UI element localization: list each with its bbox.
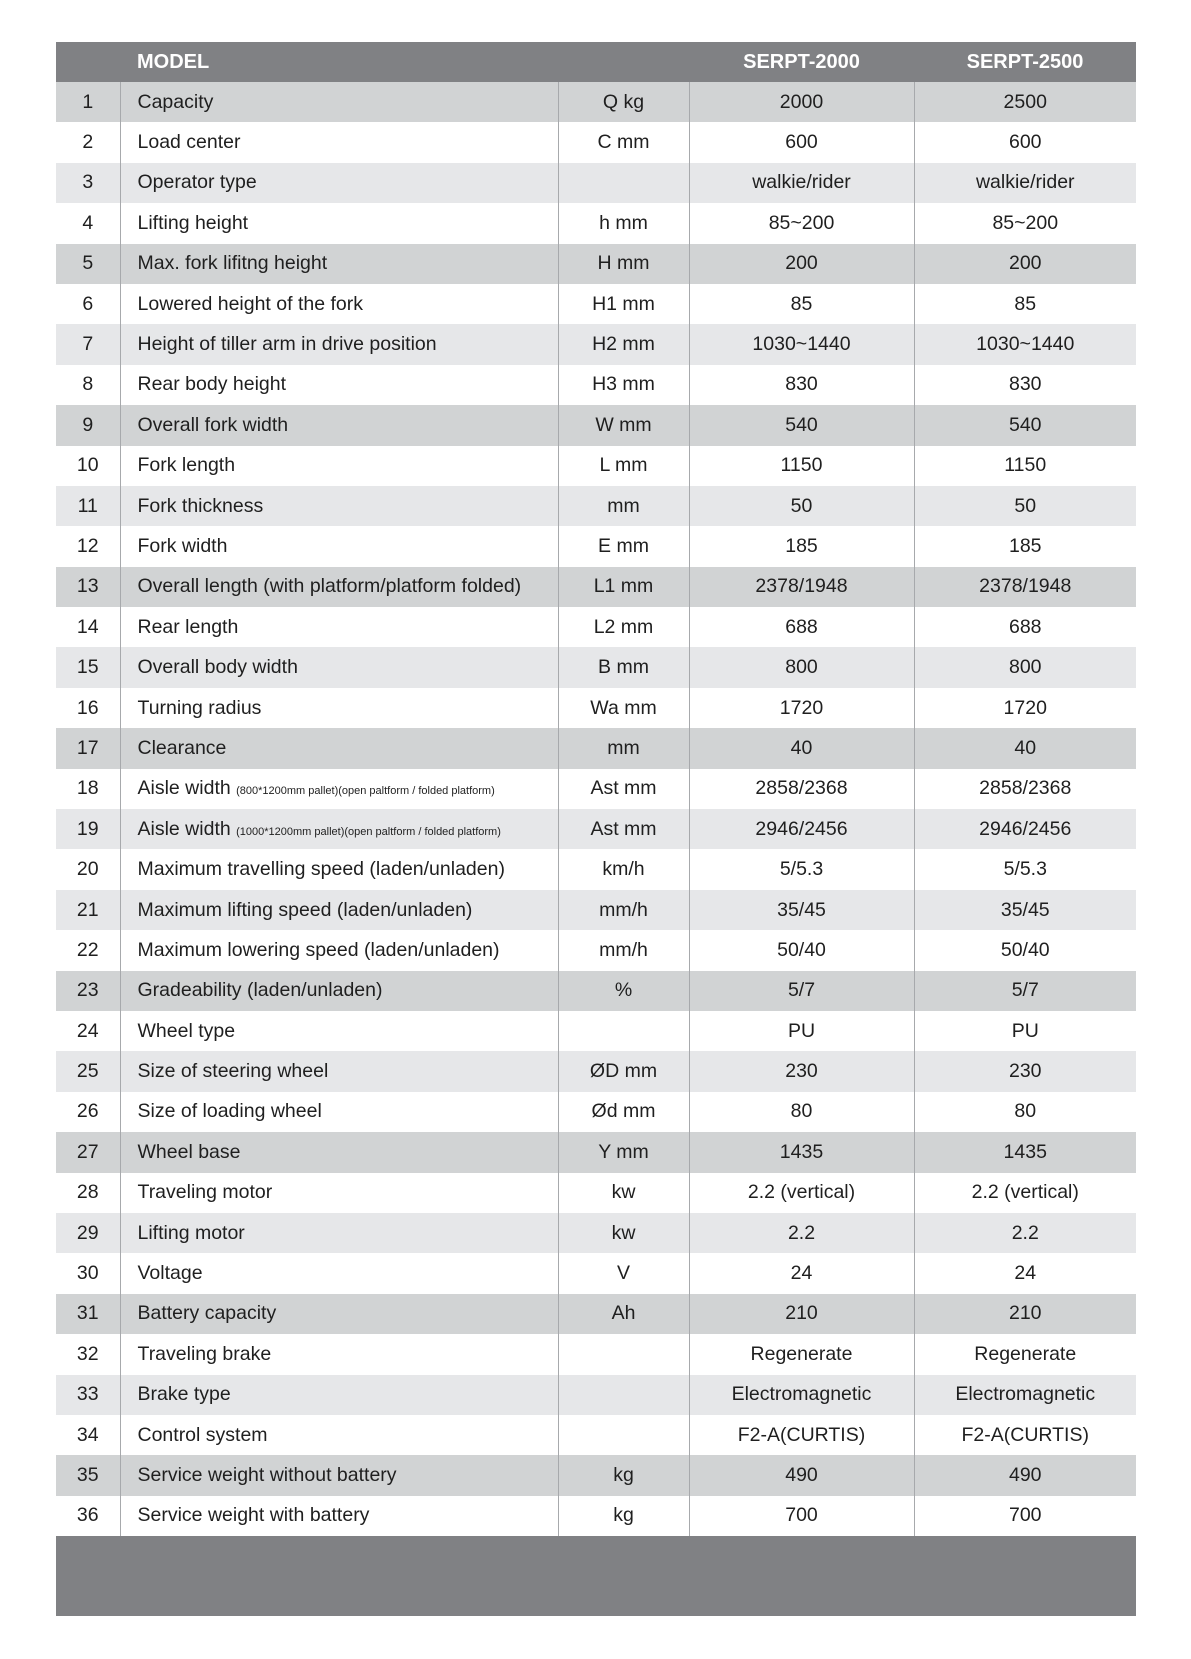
row-unit: kg bbox=[558, 1496, 689, 1536]
row-number: 21 bbox=[56, 890, 120, 930]
table-row bbox=[56, 647, 1136, 687]
row-value-model-1: 2946/2456 bbox=[689, 809, 914, 849]
row-item-label: Turning radius bbox=[137, 696, 262, 719]
row-value-model-1: F2-A(CURTIS) bbox=[689, 1415, 914, 1455]
row-unit: km/h bbox=[558, 849, 689, 889]
row-item-label: Max. fork lifitng height bbox=[137, 252, 328, 275]
row-value-model-1: 830 bbox=[689, 365, 914, 405]
row-value-model-2: 1435 bbox=[914, 1132, 1136, 1172]
table-row bbox=[56, 284, 1136, 324]
row-item-note: (800*1200mm pallet)(open paltform / folded platform) bbox=[236, 785, 495, 798]
row-value-model-2: 5/5.3 bbox=[914, 849, 1136, 889]
table-row bbox=[56, 971, 1136, 1011]
row-value-model-2: 490 bbox=[914, 1455, 1136, 1495]
table-row bbox=[56, 486, 1136, 526]
row-item-label: Traveling motor bbox=[137, 1181, 273, 1204]
row-value-model-2: 1030~1440 bbox=[914, 324, 1136, 364]
row-item bbox=[120, 122, 558, 162]
row-unit: B mm bbox=[558, 647, 689, 687]
row-item bbox=[120, 1496, 558, 1536]
row-value-model-2: 600 bbox=[914, 122, 1136, 162]
row-value-model-2: 540 bbox=[914, 405, 1136, 445]
row-item bbox=[120, 930, 558, 970]
row-value-model-1: 1150 bbox=[689, 446, 914, 486]
row-item bbox=[120, 769, 558, 809]
row-unit: mm/h bbox=[558, 930, 689, 970]
row-unit: mm bbox=[558, 728, 689, 768]
row-item-label: Height of tiller arm in drive position bbox=[137, 333, 437, 356]
row-number: 14 bbox=[76, 615, 99, 638]
row-value-model-1: 50/40 bbox=[689, 930, 914, 970]
row-item-label: Capacity bbox=[137, 90, 214, 113]
row-value-model-2: 210 bbox=[914, 1294, 1136, 1334]
table-row bbox=[56, 244, 1136, 284]
row-number: 18 bbox=[76, 777, 99, 800]
row-item-label: Maximum lifting speed (laden/unladen) bbox=[137, 898, 473, 921]
row-unit: Ah bbox=[558, 1294, 689, 1334]
row-number: 28 bbox=[76, 1181, 99, 1204]
table-row bbox=[56, 890, 1136, 930]
row-value-model-1: 1030~1440 bbox=[689, 324, 914, 364]
row-value-model-1: 2.2 (vertical) bbox=[689, 1173, 914, 1213]
row-unit: kg bbox=[558, 1455, 689, 1495]
row-item-label: Aisle width bbox=[137, 777, 237, 800]
row-value-model-1: 5/7 bbox=[689, 971, 914, 1011]
row-number: 25 bbox=[56, 1051, 120, 1091]
row-value-model-1: 210 bbox=[689, 1294, 914, 1334]
table-row bbox=[56, 607, 1136, 647]
row-number: 26 bbox=[76, 1100, 99, 1123]
row-value-model-2: Electromagnetic bbox=[914, 1375, 1136, 1415]
row-value-model-1: 1435 bbox=[689, 1132, 914, 1172]
row-unit bbox=[558, 1334, 689, 1374]
row-value-model-1: PU bbox=[689, 1011, 914, 1051]
table-row bbox=[56, 1092, 1136, 1132]
table-row bbox=[56, 1294, 1136, 1334]
row-value-model-1: 700 bbox=[689, 1496, 914, 1536]
row-value-model-1: 540 bbox=[689, 405, 914, 445]
row-item bbox=[120, 607, 558, 647]
row-unit: kw bbox=[558, 1213, 689, 1253]
row-value-model-1: 200 bbox=[689, 244, 914, 284]
row-unit bbox=[558, 1375, 689, 1415]
row-number: 31 bbox=[56, 1294, 120, 1334]
row-unit: L2 mm bbox=[558, 607, 689, 647]
row-unit: Wa mm bbox=[558, 688, 689, 728]
row-unit: Ast mm bbox=[558, 769, 689, 809]
row-item bbox=[120, 203, 558, 243]
row-value-model-2: 2500 bbox=[914, 82, 1136, 122]
row-number: 30 bbox=[76, 1262, 99, 1285]
table-row bbox=[56, 365, 1136, 405]
row-value-model-2: 24 bbox=[914, 1253, 1136, 1293]
header-model-label: MODEL bbox=[120, 42, 558, 82]
row-item bbox=[120, 163, 558, 203]
row-number: 24 bbox=[76, 1019, 99, 1042]
row-value-model-2: 85~200 bbox=[914, 203, 1136, 243]
row-item-label: Control system bbox=[137, 1423, 268, 1446]
row-value-model-2: 50 bbox=[914, 486, 1136, 526]
row-number: 5 bbox=[56, 244, 120, 284]
row-item bbox=[120, 1253, 558, 1293]
row-unit: L1 mm bbox=[558, 567, 689, 607]
row-item bbox=[120, 809, 558, 849]
row-item-label: Rear length bbox=[137, 615, 239, 638]
table-row bbox=[56, 203, 1136, 243]
row-item-label: Overall body width bbox=[137, 656, 298, 679]
row-value-model-1: 688 bbox=[689, 607, 914, 647]
footer-bar bbox=[56, 1536, 1136, 1616]
row-number: 16 bbox=[76, 696, 99, 719]
row-item bbox=[120, 1132, 558, 1172]
row-number: 2 bbox=[82, 131, 94, 154]
row-item-label: Maximum travelling speed (laden/unladen) bbox=[137, 858, 505, 881]
row-unit: mm bbox=[558, 486, 689, 526]
row-unit: kw bbox=[558, 1173, 689, 1213]
row-value-model-1: 2858/2368 bbox=[689, 769, 914, 809]
row-number: 32 bbox=[76, 1342, 99, 1365]
row-value-model-1: 40 bbox=[689, 728, 914, 768]
row-item-label: Lifting height bbox=[137, 211, 249, 234]
table-row bbox=[56, 163, 1136, 203]
row-item bbox=[120, 1334, 558, 1374]
row-unit: L mm bbox=[558, 446, 689, 486]
row-item-label: Service weight with battery bbox=[137, 1504, 370, 1527]
row-number: 4 bbox=[82, 211, 94, 234]
row-value-model-2: 200 bbox=[914, 244, 1136, 284]
row-item-label: Load center bbox=[137, 131, 241, 154]
row-item bbox=[120, 446, 558, 486]
row-value-model-2: 688 bbox=[914, 607, 1136, 647]
row-number: 35 bbox=[56, 1455, 120, 1495]
row-value-model-1: 1720 bbox=[689, 688, 914, 728]
row-number: 1 bbox=[56, 82, 120, 122]
row-value-model-2: 35/45 bbox=[914, 890, 1136, 930]
row-item-label: Clearance bbox=[137, 736, 227, 759]
row-number: 17 bbox=[56, 728, 120, 768]
row-unit: W mm bbox=[558, 405, 689, 445]
row-item-label: Wheel base bbox=[137, 1140, 241, 1163]
row-value-model-1: 230 bbox=[689, 1051, 914, 1091]
row-value-model-2: 1720 bbox=[914, 688, 1136, 728]
table-row bbox=[56, 769, 1136, 809]
row-value-model-1: 5/5.3 bbox=[689, 849, 914, 889]
row-number: 22 bbox=[76, 938, 99, 961]
row-item bbox=[120, 284, 558, 324]
row-value-model-2: 1150 bbox=[914, 446, 1136, 486]
row-item-label: Fork length bbox=[137, 454, 236, 477]
row-unit: Y mm bbox=[558, 1132, 689, 1172]
table-row bbox=[56, 809, 1136, 849]
row-number: 33 bbox=[56, 1375, 120, 1415]
row-item bbox=[120, 647, 558, 687]
row-unit: mm/h bbox=[558, 890, 689, 930]
row-item bbox=[120, 728, 558, 768]
row-item bbox=[120, 1294, 558, 1334]
table-row bbox=[56, 1213, 1136, 1253]
row-unit: H3 mm bbox=[558, 365, 689, 405]
table-row bbox=[56, 122, 1136, 162]
row-number: 6 bbox=[82, 292, 94, 315]
row-unit: h mm bbox=[558, 203, 689, 243]
table-row bbox=[56, 446, 1136, 486]
row-item bbox=[120, 244, 558, 284]
row-value-model-2: 230 bbox=[914, 1051, 1136, 1091]
row-item bbox=[120, 365, 558, 405]
row-item bbox=[120, 1455, 558, 1495]
row-item bbox=[120, 82, 558, 122]
table-row bbox=[56, 1455, 1136, 1495]
row-value-model-1: 50 bbox=[689, 486, 914, 526]
row-value-model-1: 800 bbox=[689, 647, 914, 687]
row-number: 12 bbox=[76, 534, 99, 557]
row-item-label: Overall length (with platform/platform folded) bbox=[137, 575, 522, 598]
row-item-note: (1000*1200mm pallet)(open paltform / folded platform) bbox=[236, 825, 501, 838]
row-value-model-1: 80 bbox=[689, 1092, 914, 1132]
table-row bbox=[56, 1375, 1136, 1415]
row-value-model-1: 600 bbox=[689, 122, 914, 162]
row-item-label: Fork width bbox=[137, 534, 228, 557]
row-item bbox=[120, 567, 558, 607]
table-row bbox=[56, 405, 1136, 445]
row-value-model-2: 40 bbox=[914, 728, 1136, 768]
row-value-model-1: 85~200 bbox=[689, 203, 914, 243]
row-number: 11 bbox=[56, 486, 120, 526]
table-row bbox=[56, 1051, 1136, 1091]
row-value-model-1: 2.2 bbox=[689, 1213, 914, 1253]
row-value-model-2: 2.2 (vertical) bbox=[914, 1173, 1136, 1213]
row-value-model-2: 2946/2456 bbox=[914, 809, 1136, 849]
row-unit: C mm bbox=[558, 122, 689, 162]
row-number: 7 bbox=[56, 324, 120, 364]
row-item bbox=[120, 890, 558, 930]
row-item bbox=[120, 1051, 558, 1091]
row-number: 36 bbox=[76, 1504, 99, 1527]
row-item bbox=[120, 1415, 558, 1455]
row-unit: Ød mm bbox=[558, 1092, 689, 1132]
row-item-label: Lifting motor bbox=[137, 1221, 245, 1244]
table-row bbox=[56, 324, 1136, 364]
row-value-model-2: 85 bbox=[914, 284, 1136, 324]
row-value-model-1: 24 bbox=[689, 1253, 914, 1293]
row-item-label: Voltage bbox=[137, 1262, 203, 1285]
row-item-label: Battery capacity bbox=[137, 1302, 277, 1325]
table-row bbox=[56, 930, 1136, 970]
row-item bbox=[120, 1375, 558, 1415]
row-item-label: Fork thickness bbox=[137, 494, 264, 517]
row-value-model-2: 2.2 bbox=[914, 1213, 1136, 1253]
table-row bbox=[56, 1496, 1136, 1536]
row-value-model-2: 830 bbox=[914, 365, 1136, 405]
row-item-label: Size of loading wheel bbox=[137, 1100, 322, 1123]
row-value-model-1: 2378/1948 bbox=[689, 567, 914, 607]
row-unit bbox=[558, 1415, 689, 1455]
header-unit bbox=[558, 42, 689, 82]
row-value-model-1: 2000 bbox=[689, 82, 914, 122]
row-value-model-2: 2378/1948 bbox=[914, 567, 1136, 607]
row-number: 20 bbox=[76, 858, 99, 881]
row-unit: ØD mm bbox=[558, 1051, 689, 1091]
row-value-model-2: F2-A(CURTIS) bbox=[914, 1415, 1136, 1455]
header-model-1: SERPT-2000 bbox=[689, 42, 914, 82]
row-value-model-2: PU bbox=[914, 1011, 1136, 1051]
row-value-model-2: 5/7 bbox=[914, 971, 1136, 1011]
row-number: 3 bbox=[56, 163, 120, 203]
row-value-model-2: 50/40 bbox=[914, 930, 1136, 970]
table-row bbox=[56, 1173, 1136, 1213]
table-row bbox=[56, 82, 1136, 122]
row-number: 23 bbox=[56, 971, 120, 1011]
row-value-model-1: 85 bbox=[689, 284, 914, 324]
row-value-model-2: walkie/rider bbox=[914, 163, 1136, 203]
row-number: 8 bbox=[82, 373, 94, 396]
table-row bbox=[56, 526, 1136, 566]
row-number: 27 bbox=[56, 1132, 120, 1172]
spec-table bbox=[56, 42, 1136, 1536]
row-unit bbox=[558, 1011, 689, 1051]
table-row bbox=[56, 849, 1136, 889]
row-unit: H1 mm bbox=[558, 284, 689, 324]
row-number: 29 bbox=[56, 1213, 120, 1253]
table-row bbox=[56, 688, 1136, 728]
row-item bbox=[120, 1092, 558, 1132]
row-number: 13 bbox=[56, 567, 120, 607]
row-item-label: Lowered height of the fork bbox=[137, 292, 363, 315]
row-value-model-2: 700 bbox=[914, 1496, 1136, 1536]
row-item-label: Wheel type bbox=[137, 1019, 236, 1042]
header-model-2: SERPT-2500 bbox=[914, 42, 1136, 82]
row-value-model-1: 35/45 bbox=[689, 890, 914, 930]
header-number bbox=[56, 42, 120, 82]
row-item-label: Brake type bbox=[137, 1383, 231, 1406]
row-value-model-2: Regenerate bbox=[914, 1334, 1136, 1374]
row-unit bbox=[558, 163, 689, 203]
row-item bbox=[120, 1173, 558, 1213]
row-item bbox=[120, 688, 558, 728]
table-header-row bbox=[56, 42, 1136, 82]
row-value-model-2: 185 bbox=[914, 526, 1136, 566]
row-value-model-1: 490 bbox=[689, 1455, 914, 1495]
row-unit: H2 mm bbox=[558, 324, 689, 364]
table-row bbox=[56, 1334, 1136, 1374]
table-body bbox=[56, 82, 1136, 1536]
table-row bbox=[56, 567, 1136, 607]
row-number: 19 bbox=[56, 809, 120, 849]
row-item-label: Aisle width bbox=[137, 817, 237, 840]
row-unit: H mm bbox=[558, 244, 689, 284]
row-item bbox=[120, 405, 558, 445]
row-item bbox=[120, 971, 558, 1011]
row-unit: % bbox=[558, 971, 689, 1011]
row-number: 9 bbox=[56, 405, 120, 445]
row-item-label: Size of steering wheel bbox=[137, 1060, 329, 1083]
row-value-model-2: 2858/2368 bbox=[914, 769, 1136, 809]
row-item bbox=[120, 1213, 558, 1253]
table-row bbox=[56, 1415, 1136, 1455]
row-unit: E mm bbox=[558, 526, 689, 566]
row-value-model-1: 185 bbox=[689, 526, 914, 566]
row-item-label: Maximum lowering speed (laden/unladen) bbox=[137, 938, 500, 961]
row-item-label: Service weight without battery bbox=[137, 1463, 397, 1486]
row-item-label: Overall fork width bbox=[137, 413, 289, 436]
row-item-label: Gradeability (laden/unladen) bbox=[137, 979, 383, 1002]
row-unit: V bbox=[558, 1253, 689, 1293]
row-number: 15 bbox=[56, 647, 120, 687]
row-value-model-2: 80 bbox=[914, 1092, 1136, 1132]
table-row bbox=[56, 728, 1136, 768]
row-value-model-2: 800 bbox=[914, 647, 1136, 687]
table-row bbox=[56, 1253, 1136, 1293]
row-item bbox=[120, 849, 558, 889]
row-item bbox=[120, 324, 558, 364]
row-unit: Q kg bbox=[558, 82, 689, 122]
row-item bbox=[120, 486, 558, 526]
row-item-label: Operator type bbox=[137, 171, 257, 194]
table-row bbox=[56, 1132, 1136, 1172]
row-value-model-1: Regenerate bbox=[689, 1334, 914, 1374]
row-value-model-1: Electromagnetic bbox=[689, 1375, 914, 1415]
table-row bbox=[56, 1011, 1136, 1051]
row-item-label: Traveling brake bbox=[137, 1342, 272, 1365]
row-unit: Ast mm bbox=[558, 809, 689, 849]
row-value-model-1: walkie/rider bbox=[689, 163, 914, 203]
row-item-label: Rear body height bbox=[137, 373, 287, 396]
row-item bbox=[120, 1011, 558, 1051]
row-number: 10 bbox=[76, 454, 99, 477]
row-item bbox=[120, 526, 558, 566]
row-number: 34 bbox=[76, 1423, 99, 1446]
